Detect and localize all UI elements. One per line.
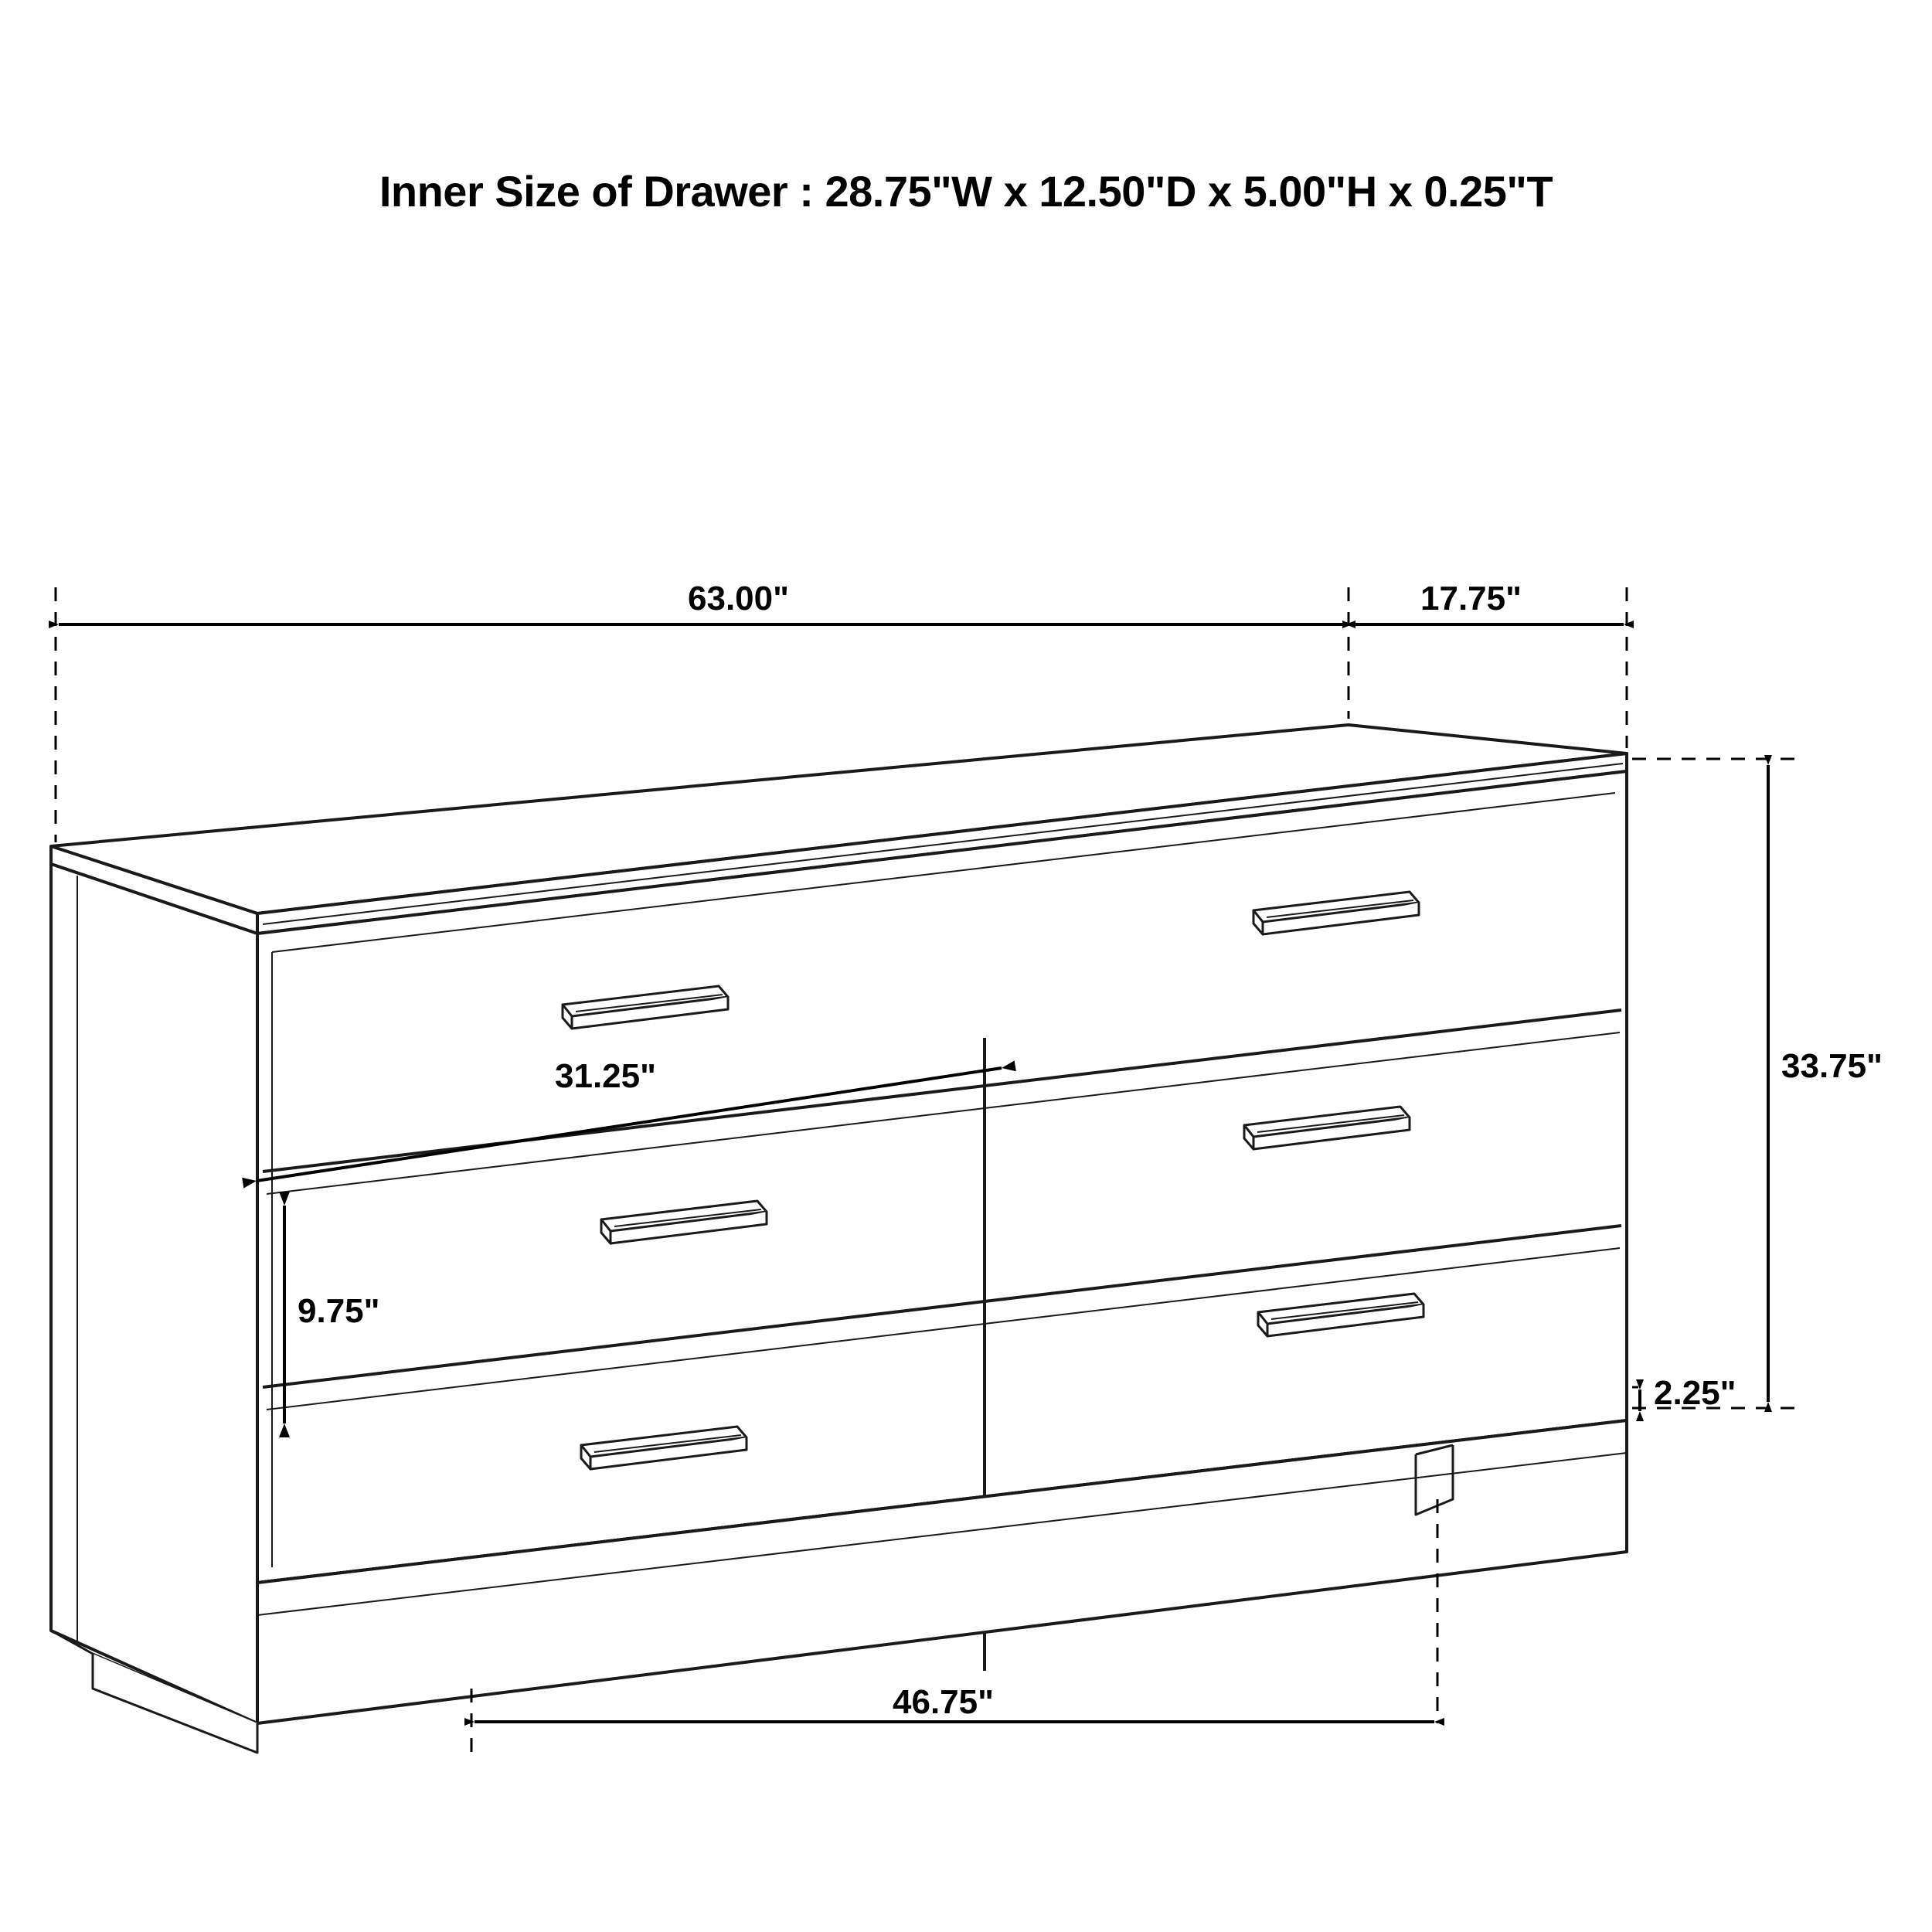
page-title: Inner Size of Drawer : 28.75"W x 12.50"D x 5.00"H x 0.25"T	[379, 167, 1553, 216]
dimension-base-width-label: 46.75"	[893, 1683, 994, 1721]
dimension-depth-label: 17.75"	[1420, 580, 1522, 617]
dimension-drawer-height-label: 9.75"	[298, 1292, 380, 1330]
dimension-height-label: 33.75"	[1781, 1047, 1883, 1085]
dimension-base-height-label: 2.25"	[1654, 1374, 1736, 1412]
dimension-drawer-width-label: 31.25"	[555, 1057, 656, 1095]
dresser-body	[51, 725, 1627, 1753]
dimension-width-label: 63.00"	[688, 580, 789, 617]
